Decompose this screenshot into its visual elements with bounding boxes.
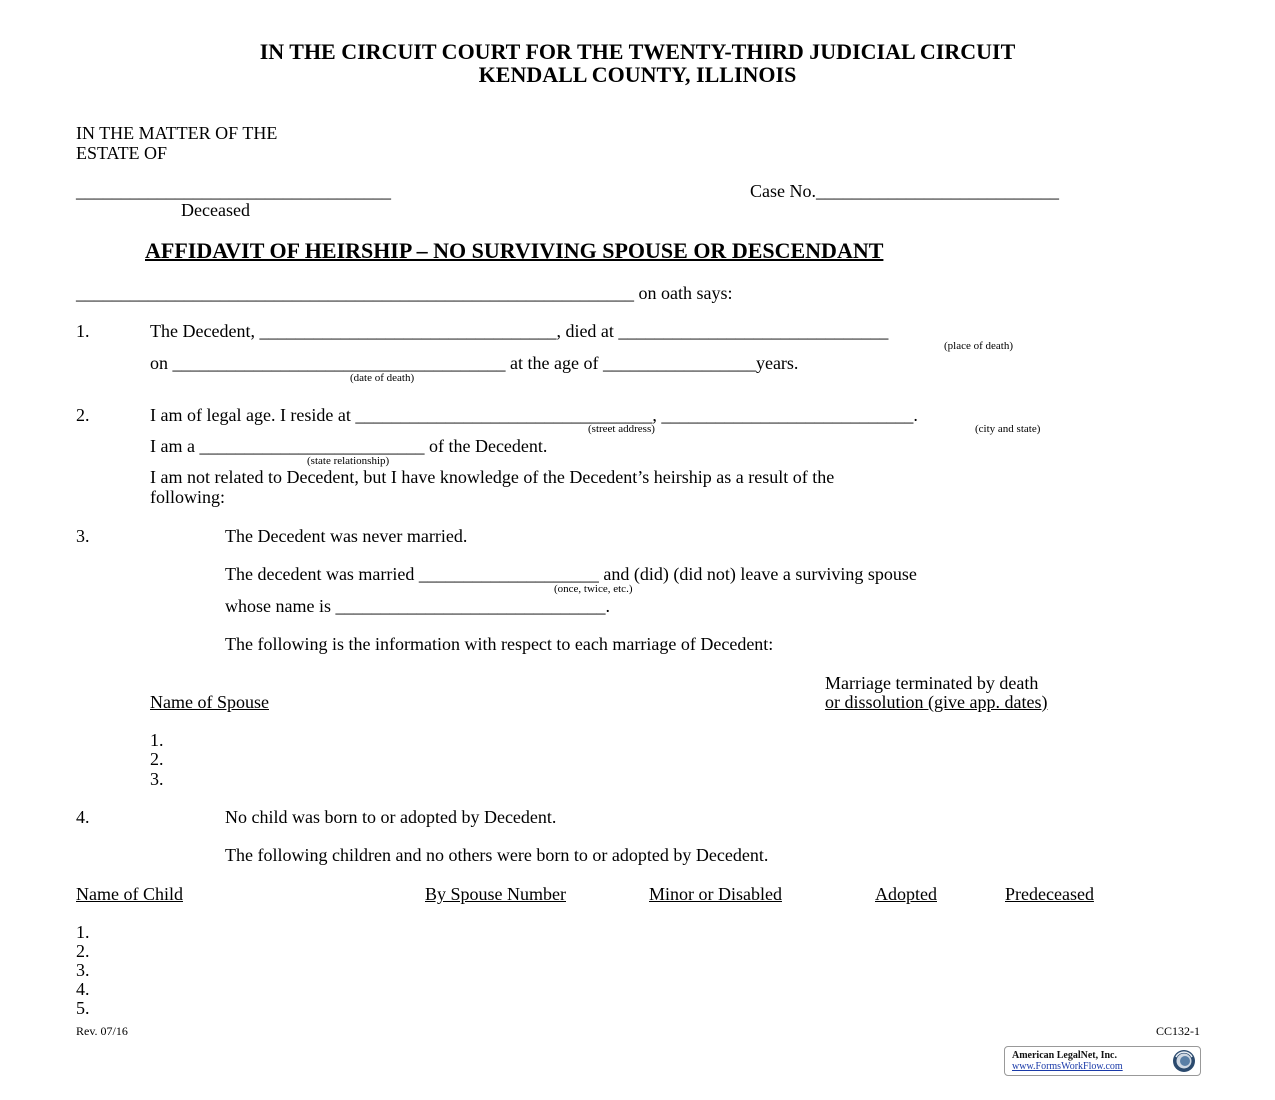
affiant-blank[interactable]: ______________________________________________________________	[76, 283, 634, 303]
caption-city-state: (city and state)	[975, 423, 1041, 435]
caption-times-married: (once, twice, etc.)	[554, 583, 633, 595]
matter-line2: ESTATE OF	[76, 143, 168, 163]
para4-number: 4.	[76, 807, 90, 827]
deceased-label: Deceased	[181, 200, 250, 220]
case-no-blank[interactable]: ___________________________	[816, 181, 1059, 201]
case-number-field[interactable]	[750, 181, 1059, 201]
children-option[interactable]: The following children and no others were born to or adopted by Decedent.	[225, 845, 769, 865]
marriage-info-text: The following is the information with respect to each marriage of Decedent:	[225, 634, 774, 654]
caption-place-of-death: (place of death)	[944, 340, 1014, 352]
col-adopted: Adopted	[875, 884, 937, 904]
para2-number: 2.	[76, 405, 90, 425]
caption-street-address: (street address)	[588, 423, 655, 435]
para1-line1[interactable]: The Decedent, _________________________________, died at ______________________________	[150, 321, 889, 341]
child-row[interactable]: 4.	[76, 979, 90, 999]
form-id: CC132-1	[1156, 1024, 1201, 1038]
col-terminated-line1: Marriage terminated by death	[825, 673, 1039, 693]
child-row[interactable]: 1.	[76, 922, 90, 942]
para3-number: 3.	[76, 526, 90, 546]
para2-line4: following:	[150, 487, 225, 507]
oath-text: on oath says:	[638, 283, 733, 303]
col-predeceased: Predeceased	[1005, 884, 1094, 904]
document-title: AFFIDAVIT OF HEIRSHIP – NO SURVIVING SPOUSE OR DESCENDANT	[145, 238, 884, 263]
para2-line2[interactable]: I am a _________________________ of the Decedent.	[150, 436, 548, 456]
revision-label: Rev. 07/16	[76, 1024, 128, 1038]
logo-company: American LegalNet, Inc.	[1012, 1050, 1117, 1061]
child-row[interactable]: 5.	[76, 998, 90, 1018]
no-child-option[interactable]: No child was born to or adopted by Decedent.	[225, 807, 557, 827]
globe-logo-icon	[1172, 1049, 1196, 1073]
para2-line3: I am not related to Decedent, but I have knowledge of the Decedent’s heirship as a result of the	[150, 467, 835, 487]
spouse-row[interactable]: 2.	[150, 749, 164, 769]
spouse-row[interactable]: 1.	[150, 730, 164, 750]
col-name-of-spouse: Name of Spouse	[150, 692, 269, 712]
child-row[interactable]: 3.	[76, 960, 90, 980]
married-option[interactable]: The decedent was married ____________________ and (did) (did not) leave a surviving spouse	[225, 564, 917, 584]
col-minor-or-disabled: Minor or Disabled	[649, 884, 782, 904]
logo-url-link[interactable]: www.FormsWorkFlow.com	[1012, 1061, 1123, 1072]
matter-line1: IN THE MATTER OF THE	[76, 123, 278, 143]
caption-date-of-death: (date of death)	[350, 372, 415, 384]
case-no-label: Case No.	[750, 181, 816, 201]
legalnet-logo[interactable]	[1004, 1046, 1201, 1076]
caption-relationship: (state relationship)	[307, 455, 390, 467]
court-header-line2: KENDALL COUNTY, ILLINOIS	[478, 62, 797, 87]
spouse-name-field[interactable]: whose name is ______________________________.	[225, 596, 610, 616]
court-header-line1: IN THE CIRCUIT COURT FOR THE TWENTY-THIRD JUDICIAL CIRCUIT	[259, 39, 1016, 64]
para1-line2[interactable]: on _____________________________________ at the age of _________________years.	[150, 353, 799, 373]
spouse-row[interactable]: 3.	[150, 769, 164, 789]
child-row[interactable]: 2.	[76, 941, 90, 961]
para2-line1[interactable]: I am of legal age. I reside at _________________________________, ____________________________.	[150, 405, 918, 425]
never-married-option[interactable]: The Decedent was never married.	[225, 526, 468, 546]
affiant-name-field[interactable]	[76, 283, 733, 303]
decedent-name-field[interactable]: ___________________________________	[76, 181, 391, 201]
col-terminated-line2: or dissolution (give app. dates)	[825, 692, 1048, 712]
col-name-of-child: Name of Child	[76, 884, 183, 904]
para1-number: 1.	[76, 321, 90, 341]
col-by-spouse-number: By Spouse Number	[425, 884, 566, 904]
